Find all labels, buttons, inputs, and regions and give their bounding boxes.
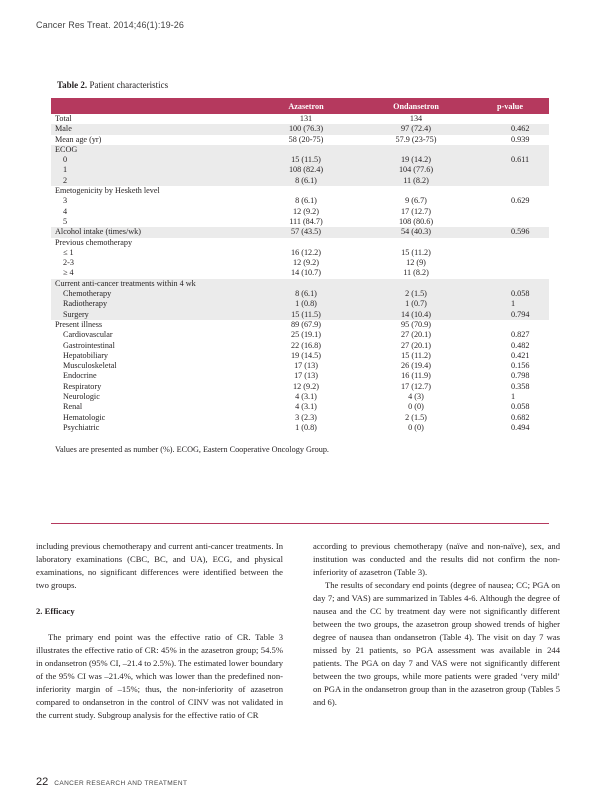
ondansetron-value: 2 (1.5) — [405, 412, 427, 422]
ondansetron-value: 4 (3) — [408, 392, 424, 402]
azasetron-value: 17 (13) — [294, 371, 318, 381]
azasetron-value: 58 (20-75) — [288, 134, 324, 144]
p-value — [471, 176, 549, 186]
azasetron-value: 89 (67.9) — [290, 319, 321, 329]
ondansetron-value: 19 (14.2) — [361, 155, 471, 165]
azasetron-value: 131 — [299, 114, 313, 123]
table-row — [51, 341, 549, 351]
p-value: 1 — [511, 392, 516, 402]
table-row — [51, 165, 549, 175]
row-label: Psychiatric — [63, 422, 100, 432]
table-row — [51, 238, 549, 248]
table-row — [51, 207, 549, 217]
table-row — [51, 258, 549, 268]
azasetron-value: 4 (3.1) — [295, 392, 317, 402]
p-value — [471, 248, 549, 258]
p-value: 0.611 — [471, 155, 549, 165]
row-label: ECOG — [51, 145, 251, 155]
ondansetron-value: 11 (8.2) — [361, 176, 471, 186]
azasetron-value: 108 (82.4) — [251, 165, 361, 175]
azasetron-value: 100 (76.3) — [251, 124, 361, 134]
p-value: 0.939 — [511, 134, 530, 144]
row-label: 3 — [63, 196, 68, 206]
header-p-value: p-value — [471, 98, 549, 114]
table-row — [51, 289, 549, 299]
row-label: Current anti-cancer treatments within 4 wk — [51, 279, 251, 289]
table-row — [51, 382, 549, 392]
ondansetron-value: 15 (11.2) — [401, 247, 431, 257]
row-label: Surgery — [51, 310, 251, 320]
azasetron-value: 15 (11.5) — [251, 155, 361, 165]
p-value: 0.596 — [471, 227, 549, 237]
row-label: Gastrointestinal — [63, 340, 115, 350]
table-row — [51, 413, 549, 423]
body-column-left — [36, 540, 283, 722]
ondansetron-value: 11 (8.2) — [403, 268, 429, 278]
ondansetron-value: 0 (0) — [408, 402, 424, 412]
ondansetron-value: 95 (70.9) — [400, 319, 431, 329]
azasetron-value: 16 (12.2) — [290, 247, 321, 257]
table-footnote: Values are presented as number (%). ECOG, Eastern Cooperative Oncology Group. — [55, 445, 329, 455]
table-bottom-rule — [51, 523, 549, 524]
p-value: 0.494 — [511, 422, 530, 432]
row-label: 2-3 — [63, 258, 74, 268]
ondansetron-value: 97 (72.4) — [361, 124, 471, 134]
p-value — [471, 279, 549, 289]
row-label: Chemotherapy — [51, 289, 251, 299]
azasetron-value: 12 (9.2) — [293, 381, 319, 391]
p-value: 0.462 — [471, 124, 549, 134]
table-row — [51, 227, 549, 237]
p-value: 0.827 — [511, 330, 530, 340]
p-value: 1 — [471, 299, 549, 309]
page-number: 22 — [36, 776, 49, 788]
azasetron-value: 8 (6.1) — [251, 289, 361, 299]
table-row — [51, 299, 549, 309]
azasetron-value — [251, 279, 361, 289]
row-label: Male — [51, 124, 251, 134]
row-label: Musculoskeletal — [63, 361, 117, 371]
patient-characteristics-table — [51, 98, 549, 433]
ondansetron-value: 1 (0.7) — [361, 299, 471, 309]
ondansetron-value: 14 (10.4) — [361, 310, 471, 320]
table-row — [51, 196, 549, 206]
p-value: 0.358 — [511, 381, 530, 391]
header-blank — [51, 98, 251, 114]
table-row — [51, 330, 549, 340]
azasetron-value: 25 (19.1) — [290, 330, 321, 340]
azasetron-value: 8 (6.1) — [295, 196, 317, 206]
p-value: 0.482 — [511, 340, 530, 350]
ondansetron-value: 16 (11.9) — [401, 371, 431, 381]
table-header-row — [51, 98, 549, 114]
section-heading: 2. Efficacy — [36, 606, 75, 616]
ondansetron-value: 2 (1.5) — [361, 289, 471, 299]
azasetron-value: 12 (9.2) — [293, 206, 319, 216]
azasetron-value: 12 (9.2) — [293, 258, 319, 268]
ondansetron-value: 27 (20.1) — [400, 340, 431, 350]
table-row — [51, 423, 549, 433]
azasetron-value: 4 (3.1) — [295, 402, 317, 412]
azasetron-value: 15 (11.5) — [251, 310, 361, 320]
azasetron-value: 3 (2.3) — [295, 412, 317, 422]
ondansetron-value — [361, 145, 471, 155]
row-label: Total — [55, 114, 72, 123]
ondansetron-value — [361, 186, 471, 196]
row-label: 4 — [63, 206, 68, 216]
ondansetron-value: 15 (11.2) — [401, 350, 431, 360]
ondansetron-value: 17 (12.7) — [400, 381, 431, 391]
header-azasetron: Azasetron — [251, 98, 361, 114]
p-value — [471, 320, 549, 330]
ondansetron-value: 0 (0) — [408, 422, 424, 432]
table-caption-label: Table 2. — [57, 80, 88, 90]
header-ondansetron: Ondansetron — [361, 98, 471, 114]
table-row — [51, 248, 549, 258]
row-label: Hematologic — [63, 412, 106, 422]
page-footer — [36, 772, 187, 790]
azasetron-value: 14 (10.7) — [290, 268, 321, 278]
azasetron-value: 57 (43.5) — [251, 227, 361, 237]
table-caption-text: Patient characteristics — [89, 80, 169, 90]
azasetron-value — [251, 145, 361, 155]
p-value — [471, 145, 549, 155]
journal-name: CANCER RESEARCH AND TREATMENT — [54, 780, 188, 787]
row-label: ≥ 4 — [63, 268, 74, 278]
table-row — [51, 268, 549, 278]
table-container — [51, 80, 549, 454]
table-caption — [57, 80, 549, 90]
row-label: Emetogenicity by Hesketh level — [55, 186, 160, 196]
ondansetron-value: 57.9 (23-75) — [395, 134, 437, 144]
ondansetron-value: 9 (6.7) — [405, 196, 427, 206]
table-row — [51, 145, 549, 155]
table-row — [51, 371, 549, 381]
row-label: 1 — [51, 165, 251, 175]
row-label: Hepatobiliary — [63, 350, 109, 360]
azasetron-value — [251, 238, 361, 248]
ondansetron-value: 108 (80.6) — [398, 216, 434, 226]
p-value: 0.682 — [511, 412, 530, 422]
table-row — [51, 310, 549, 320]
row-label: Radiotherapy — [51, 299, 251, 309]
ondansetron-value: 26 (19.4) — [400, 361, 431, 371]
ondansetron-value: 17 (12.7) — [400, 206, 431, 216]
row-label: 2 — [51, 176, 251, 186]
row-label: 5 — [63, 216, 68, 226]
table-row — [51, 217, 549, 227]
p-value: 0.798 — [511, 371, 530, 381]
row-label: Mean age (yr) — [55, 134, 102, 144]
table-row — [51, 176, 549, 186]
azasetron-value: 1 (0.8) — [251, 299, 361, 309]
azasetron-value — [251, 186, 361, 196]
p-value — [471, 165, 549, 175]
azasetron-value: 22 (16.8) — [290, 340, 321, 350]
p-value — [471, 238, 549, 248]
table-row — [51, 124, 549, 134]
table-row — [51, 320, 549, 330]
p-value: 0.794 — [471, 310, 549, 320]
ondansetron-value: 134 — [409, 114, 423, 123]
p-value — [471, 268, 549, 278]
paragraph: The results of secondary end points (degree of nausea; CC; PGA on day 7; and VAS) are summarized in Tables 4-6. Although the degree of nausea and the CC by treatment day were not significantly different between the two groups, the azasetron group showed trends of higher degree of nausea than ondansetron (Table 4). The visit on day 7 was missed by 21 patients, so PGA assessment was available in 244 patients. The PGA on day 7 and VAS were not significantly different between the two groups, while more patients were graded ‘very mild’ on PGA in the ondansetron group than in the azasetron group (Tables 5 and 6). — [313, 580, 560, 707]
paragraph: according to previous chemotherapy (naïve and non-naïve), sex, and institution was conducted and the results did not confirm the non-inferiority of azasetron (Table 3). — [313, 541, 560, 577]
ondansetron-value — [361, 238, 471, 248]
running-head: Cancer Res Treat. 2014;46(1):19-26 — [36, 20, 184, 30]
row-label: Alcohol intake (times/wk) — [51, 227, 251, 237]
table-row — [51, 186, 549, 196]
p-value — [471, 186, 549, 196]
azasetron-value: 8 (6.1) — [251, 176, 361, 186]
row-label: ≤ 1 — [63, 247, 74, 257]
table-body — [51, 114, 549, 433]
azasetron-value: 111 (84.7) — [289, 216, 323, 226]
table-row — [51, 392, 549, 402]
table-row — [51, 351, 549, 361]
p-value — [471, 207, 549, 217]
row-label: Respiratory — [63, 381, 102, 391]
row-label: Neurologic — [63, 392, 100, 402]
table-row — [51, 155, 549, 165]
ondansetron-value: 54 (40.3) — [361, 227, 471, 237]
table-row — [51, 114, 549, 124]
p-value: 0.156 — [511, 361, 530, 371]
ondansetron-value — [361, 279, 471, 289]
azasetron-value: 17 (13) — [294, 361, 318, 371]
ondansetron-value: 104 (77.6) — [361, 165, 471, 175]
p-value — [471, 258, 549, 268]
p-value: 0.058 — [471, 289, 549, 299]
row-label: Present illness — [55, 319, 103, 329]
p-value: 0.058 — [511, 402, 530, 412]
ondansetron-value: 12 (9) — [406, 258, 426, 268]
p-value: 0.421 — [511, 350, 530, 360]
table-row — [51, 135, 549, 145]
azasetron-value: 19 (14.5) — [290, 350, 321, 360]
row-label: Cardiovascular — [63, 330, 113, 340]
row-label: 0 — [51, 155, 251, 165]
paragraph: including previous chemotherapy and current anti-cancer treatments. In laboratory examinations (CBC, BC, and UA), ECG, and physical examinations, no significant differences were identified between the two groups. — [36, 541, 283, 590]
paragraph: The primary end point was the effective ratio of CR. Table 3 illustrates the effective ratio of CR: 45% in the azasetron group; 54.5% in ondansetron (95% CI, –21.4 to 2.5%). The estimated lower boundary of the 95% CI was –21.4%, which was lower than the predefined non-inferiority margin of –15%; thus, the non-inferiority of azasetron compared to ondansetron in the control of CINV was not validated in the current study. Subgroup analysis for the effective ratio of CR — [36, 632, 283, 720]
p-value — [471, 217, 549, 227]
table-row — [51, 361, 549, 371]
azasetron-value: 1 (0.8) — [295, 422, 317, 432]
p-value — [471, 114, 549, 124]
p-value: 0.629 — [511, 196, 530, 206]
row-label: Renal — [63, 402, 83, 412]
body-column-right — [313, 540, 560, 709]
row-label: Endocrine — [63, 371, 97, 381]
ondansetron-value: 27 (20.1) — [400, 330, 431, 340]
table-row — [51, 402, 549, 412]
table-row — [51, 279, 549, 289]
row-label: Previous chemotherapy — [55, 237, 133, 247]
